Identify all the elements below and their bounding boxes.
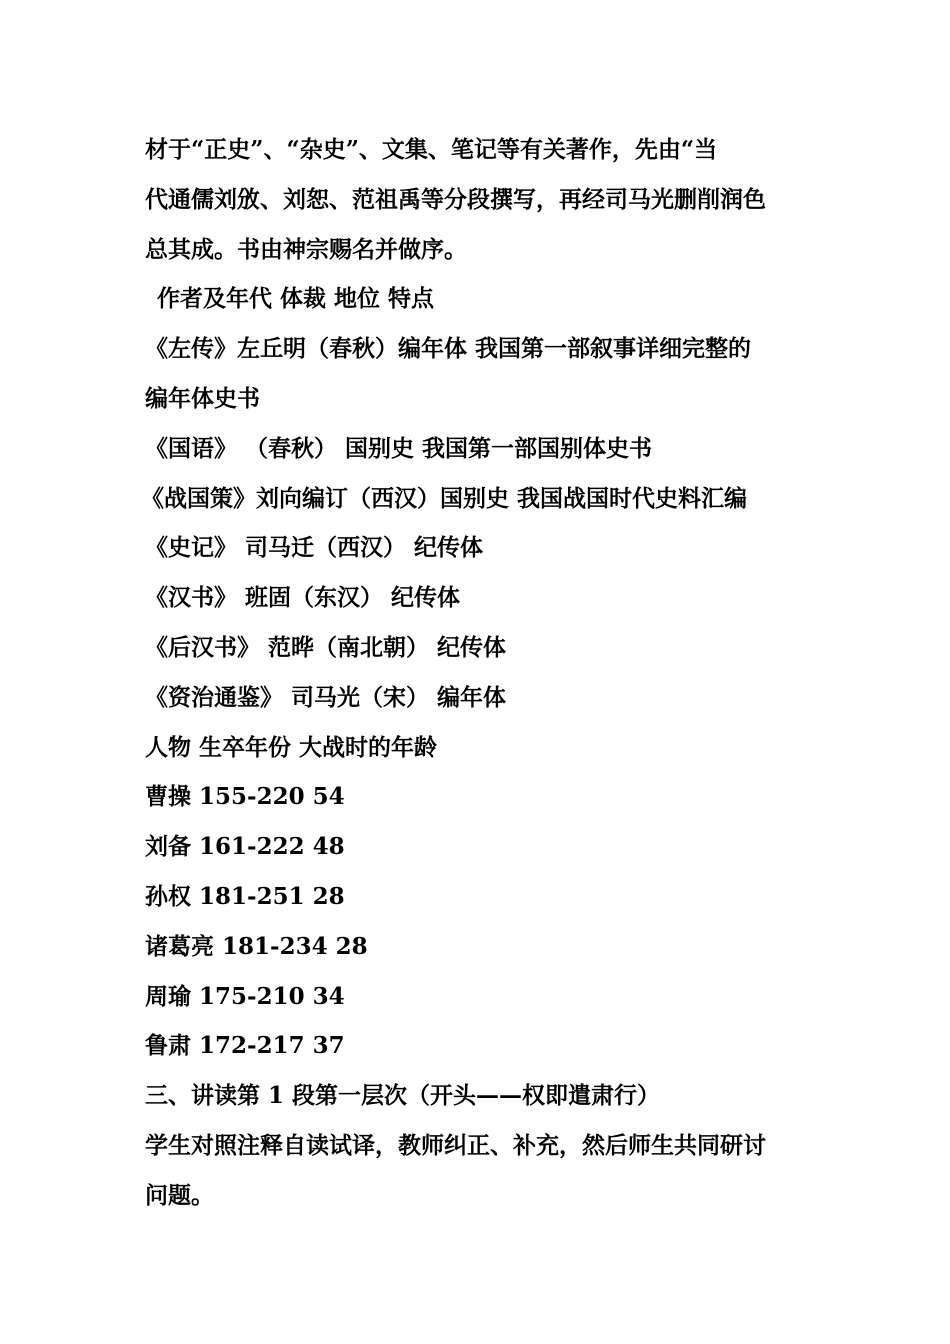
history-row-guoyu: 《国语》 （春秋） 国别史 我国第一部国别体史书 [145, 434, 653, 462]
history-row-hanshu: 《汉书》 班固（东汉） 纪传体 [145, 584, 461, 612]
paragraph-line-3: 总其成。书由神宗赐名并做序。 [145, 235, 467, 263]
paragraph-instructions: 学生对照注释自读试译，教师纠正、补充，然后师生共同研讨 [145, 1131, 766, 1159]
people-row-liubei: 刘备 161-222 48 [145, 833, 345, 861]
history-row-zhanguoce: 《战国策》刘向编订（西汉）国别史 我国战国时代史料汇编 [141, 484, 748, 512]
people-row-caocao: 曹操 155-220 54 [145, 783, 345, 811]
paragraph-line-2: 代通儒刘攽、刘恕、范祖禹等分段撰写，再经司马光删削润色 [145, 185, 766, 213]
people-row-sunquan: 孙权 181-251 28 [145, 882, 345, 910]
paragraph-line-1: 材于“正史”、“杂史”、文集、笔记等有关著作，先由“当 [145, 136, 718, 163]
paragraph-instructions-cont: 问题。 [145, 1181, 214, 1209]
history-table-header: 作者及年代 体裁 地位 特点 [157, 285, 435, 313]
document-body [141, 125, 815, 1221]
people-row-zhugeliang: 诸葛亮 181-234 28 [145, 932, 368, 960]
people-table-header: 人物 生卒年份 大战时的年龄 [145, 733, 438, 761]
history-row-zizhitongjian: 《资治通鉴》 司马光（宋） 编年体 [145, 683, 507, 711]
history-row-zuozhuan: 《左传》左丘明（春秋）编年体 我国第一部叙事详细完整的 [145, 335, 752, 363]
history-row-houhanshu: 《后汉书》 范晔（南北朝） 纪传体 [145, 633, 507, 661]
history-row-shiji: 《史记》 司马迁（西汉） 纪传体 [145, 534, 484, 562]
history-row-zuozhuan-cont: 编年体史书 [145, 384, 260, 412]
people-row-lusu: 鲁肃 172-217 37 [145, 1032, 345, 1060]
people-row-zhouyu: 周瑜 175-210 34 [145, 982, 345, 1010]
section-heading: 三、讲读第 1 段第一层次（开头——权即遣肃行） [145, 1082, 661, 1110]
